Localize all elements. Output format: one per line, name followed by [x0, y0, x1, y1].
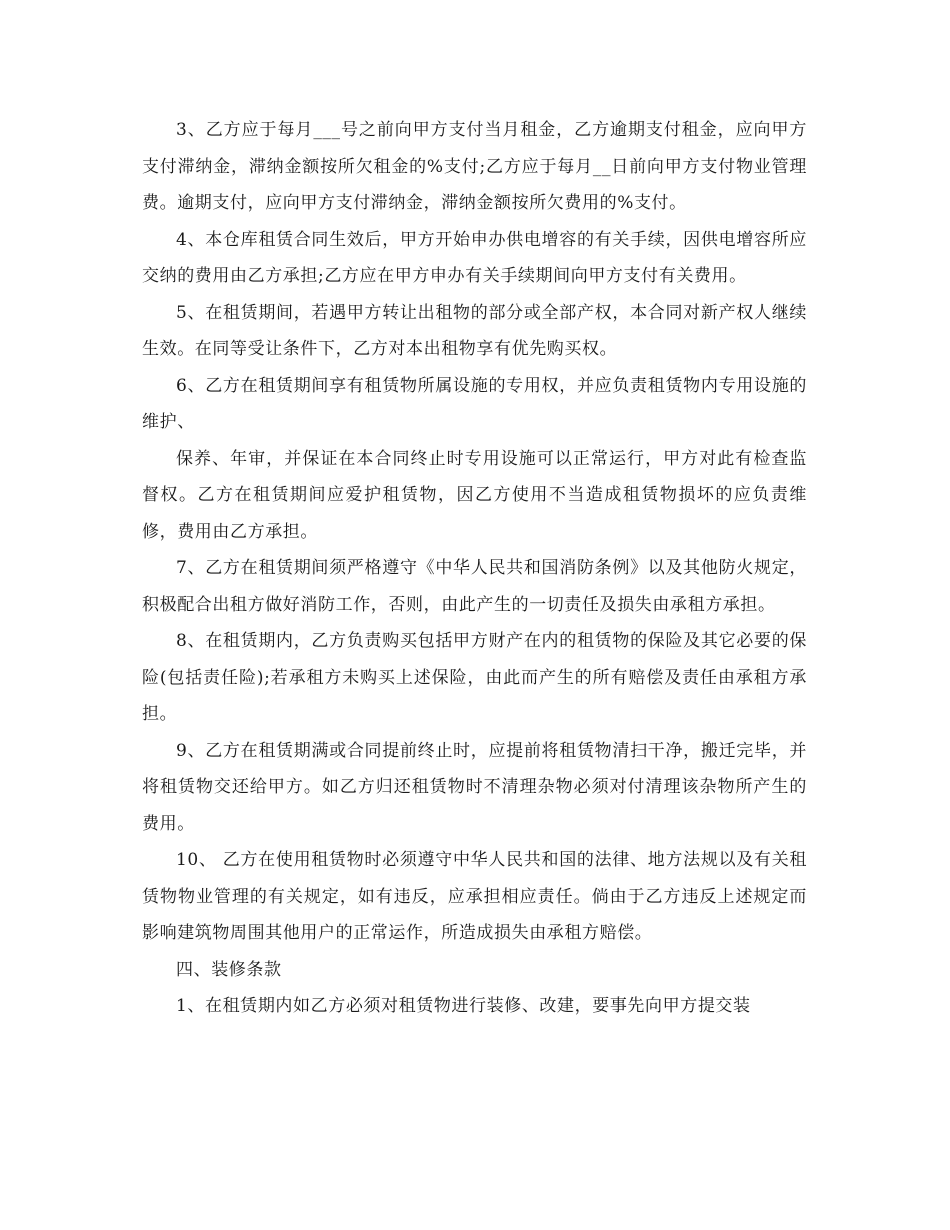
paragraph-clause-10: 10、 乙方在使用租赁物时必须遵守中华人民共和国的法律、地方法规以及有关租赁物物业管理的有关规定，如有违反，应承担相应责任。倘由于乙方违反上述规定而影响建筑物周围其他用户的正常运作，所造成损失由承租方赔偿。	[142, 850, 807, 943]
paragraph-clause-8: 8、在租赁期内，乙方负责购买包括甲方财产在内的租赁物的保险及其它必要的保险(包括责任险);若承租方未购买上述保险，由此而产生的所有赔偿及责任由承租方承担。	[142, 631, 807, 724]
paragraph-clause-3: 3、乙方应于每月___号之前向甲方支付当月租金，乙方逾期支付租金，应向甲方支付滞纳金，滞纳金额按所欠租金的%支付;乙方应于每月__日前向甲方支付物业管理费。逾期支付，应向甲方支付滞纳金，滞纳金额按所欠费用的%支付。	[142, 120, 807, 213]
paragraph-clause-6-continued: 保养、年审，并保证在本合同终止时专用设施可以正常运行，甲方对此有检查监督权。乙方在租赁期间应爱护租赁物，因乙方使用不当造成租赁物损坏的应负责维修，费用由乙方承担。	[142, 448, 807, 542]
paragraph-clause-5: 5、在租赁期间，若遇甲方转让出租物的部分或全部产权，本合同对新产权人继续生效。在同等受让条件下，乙方对本出租物享有优先购买权。	[142, 302, 807, 359]
paragraph-clause-9: 9、乙方在租赁期满或合同提前终止时，应提前将租赁物清扫干净，搬迁完毕，并将租赁物交还给甲方。如乙方归还租赁物时不清理杂物必须对付清理该杂物所产生的费用。	[142, 740, 807, 834]
paragraph-clause-7: 7、乙方在租赁期间须严格遵守《中华人民共和国消防条例》以及其他防火规定，积极配合出租方做好消防工作，否则，由此产生的一切责任及损失由承租方承担。	[142, 558, 807, 615]
paragraph-clause-4: 4、本仓库租赁合同生效后，甲方开始申办供电增容的有关手续，因供电增容所应交纳的费用由乙方承担;乙方应在甲方申办有关手续期间向甲方支付有关费用。	[142, 229, 807, 286]
paragraph-renovation-clause-1: 1、在租赁期内如乙方必须对租赁物进行装修、改建，要事先向甲方提交装	[176, 996, 751, 1016]
paragraph-clause-6: 6、乙方在租赁期间享有租赁物所属设施的专用权，并应负责租赁物内专用设施的维护、	[142, 375, 807, 432]
document-body	[142, 112, 807, 1025]
section-heading-renovation: 四、装修条款	[176, 959, 282, 980]
